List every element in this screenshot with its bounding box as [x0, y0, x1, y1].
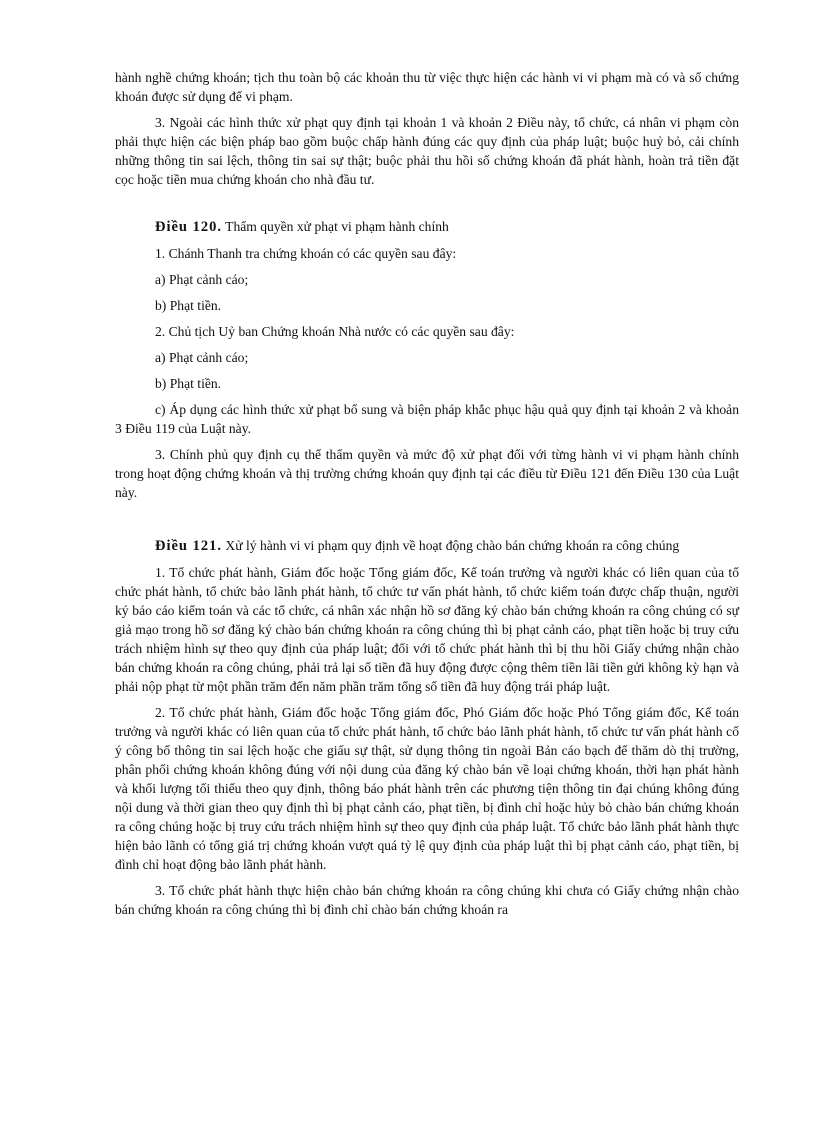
article-120-clause-1a: a) Phạt cảnh cáo;	[155, 272, 249, 287]
article-120-clause-1b: b) Phạt tiền.	[155, 298, 222, 313]
article-121-heading	[115, 536, 739, 556]
clause-3-art119: 3. Ngoài các hình thức xử phạt quy định tại khoản 1 và khoản 2 Điều này, tổ chức, cá nhân vi phạm còn phải thực hiện các biện pháp bao gồm buộc chấp hành đúng các quy định của pháp luật; buộc huỷ bỏ, cải chính những thông tin sai lệch, thông tin sai sự thật; buộc phải thu hồi số chứng khoán đã phát hành, hoàn trả tiền đặt cọc hoặc tiền mua chứng khoán cho nhà đầu tư.	[115, 115, 739, 187]
article-120-clause-3: 3. Chính phủ quy định cụ thể thẩm quyền và mức độ xử phạt đối với từng hành vi vi phạm hành chính trong hoạt động chứng khoán và thị trường chứng khoán quy định tại các điều từ Điều 121 đến Điều 130 của Luật này.	[115, 447, 739, 500]
paragraph-continued: hành nghề chứng khoán; tịch thu toàn bộ các khoản thu từ việc thực hiện các hành vi vi phạm mà có và số chứng khoán được sử dụng để vi phạm.	[115, 70, 739, 104]
article-120-clause-2: 2. Chủ tịch Uỷ ban Chứng khoán Nhà nước có các quyền sau đây:	[155, 324, 515, 339]
article-120-clause-2c: c) Áp dụng các hình thức xử phạt bổ sung và biện pháp khắc phục hậu quả quy định tại khoản 2 và khoản 3 Điều 119 của Luật này.	[115, 402, 739, 436]
article-121-clause-2: 2. Tổ chức phát hành, Giám đốc hoặc Tổng giám đốc, Phó Giám đốc hoặc Phó Tổng giám đốc, Kế toán trưởng và người khác có liên quan của tổ chức phát hành, tổ chức bảo lãnh phát hành, tổ chức tư vấn phát hành cố ý công bố thông tin sai lệch hoặc che giấu sự thật, sử dụng thông tin ngoài Bản cáo bạch để thăm dò thị trường, phân phối chứng khoán không đúng với nội dung của đăng ký chào bán về loại chứng khoán, thời hạn phát hành và khối lượng tối thiểu theo quy định, thông báo phát hành trên các phương tiện thông tin đại chúng không đúng nội dung và thời gian theo quy định thì bị phạt cảnh cáo, phạt tiền, bị đình chỉ hoặc hủy bỏ chào bán chứng khoán ra công chúng hoặc bị truy cứu trách nhiệm hình sự theo quy định của pháp luật. Tổ chức bảo lãnh phát hành thực hiện bảo lãnh có tổng giá trị chứng khoán vượt quá tỷ lệ quy định của pháp luật thì bị phạt cảnh cáo, phạt tiền, bị đình chỉ hoạt động bảo lãnh phát hành.	[115, 705, 739, 872]
article-121-number: Điều 121.	[155, 538, 222, 554]
article-121-clause-3: 3. Tổ chức phát hành thực hiện chào bán chứng khoán ra công chúng khi chưa có Giấy chứng nhận chào bán chứng khoán ra công chúng thì bị đình chỉ chào bán chứng khoán ra	[115, 883, 739, 917]
article-120-title: Thẩm quyền xử phạt vi phạm hành chính	[225, 219, 449, 234]
article-120-number: Điều 120.	[155, 219, 222, 235]
article-120-clause-2b: b) Phạt tiền.	[155, 376, 222, 391]
article-121-title: Xử lý hành vi vi phạm quy định về hoạt động chào bán chứng khoán ra công chúng	[225, 538, 680, 553]
article-120-heading	[115, 217, 739, 237]
article-120-clause-2a: a) Phạt cảnh cáo;	[155, 350, 249, 365]
article-120-clause-1: 1. Chánh Thanh tra chứng khoán có các quyền sau đây:	[155, 246, 457, 261]
article-121-clause-1: 1. Tổ chức phát hành, Giám đốc hoặc Tổng giám đốc, Kế toán trưởng và người khác có liên quan của tổ chức phát hành, tổ chức bảo lãnh phát hành, tổ chức tư vấn phát hành, tổ chức kiểm toán được chấp thuận, người ký báo cáo kiểm toán và các tổ chức, cá nhân xác nhận hồ sơ đăng ký chào bán chứng khoán ra công chúng có sự giả mạo trong hồ sơ đăng ký chào bán chứng khoán ra công chúng thì bị phạt cảnh cáo, phạt tiền hoặc bị truy cứu trách nhiệm hình sự theo quy định của pháp luật; đối với tổ chức phát hành thì bị thu hồi Giấy chứng nhận chào bán chứng khoán ra công chúng, phải trả lại số tiền đã huy động được cộng thêm tiền lãi tiền gửi không kỳ hạn và phải nộp phạt từ một phần trăm đến năm phần trăm tổng số tiền đã huy động trái pháp luật.	[115, 565, 739, 694]
document-page	[115, 68, 739, 926]
